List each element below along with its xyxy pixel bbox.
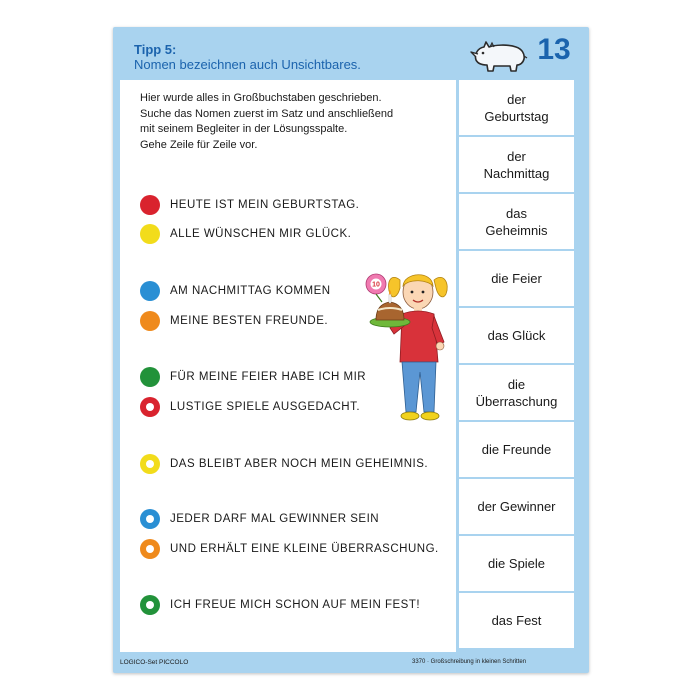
tip-text: Nomen bezeichnen auch Unsichtbares. <box>134 57 361 72</box>
answer-cell <box>459 194 574 249</box>
answer-line: die Feier <box>491 271 542 286</box>
tip-label: Tipp 5: <box>134 42 177 57</box>
sentence-row <box>140 453 428 475</box>
answer-cell <box>459 80 574 135</box>
answer-cell <box>459 479 574 534</box>
answer-line: Geheimnis <box>485 222 548 238</box>
answer-line: Überraschung <box>475 393 558 409</box>
sentence-row <box>140 280 331 302</box>
sentence-row <box>140 194 359 216</box>
answer-cell <box>459 308 574 363</box>
sentence-text: AM NACHMITTAG KOMMEN <box>170 285 331 297</box>
answer-cell <box>459 365 574 420</box>
sentence-text: LUSTIGE SPIELE AUSGEDACHT. <box>170 401 361 413</box>
sentence-row <box>140 366 366 388</box>
instruction-line: Hier wurde alles in Großbuchstaben geschrieben. <box>140 92 382 104</box>
answer-cell <box>459 536 574 591</box>
color-ring-icon <box>140 397 160 417</box>
color-dot-icon <box>140 195 160 215</box>
sentence-row <box>140 396 360 418</box>
color-ring-icon <box>140 595 160 615</box>
answer-cell <box>459 137 574 192</box>
answer-line: die Spiele <box>487 556 546 571</box>
answer-line: die Freunde <box>481 442 552 457</box>
sentence-row <box>140 508 379 530</box>
answer-line: die <box>507 376 526 392</box>
sentence-text: HEUTE IST MEIN GEBURTSTAG. <box>170 199 360 211</box>
instruction-line: Gehe Zeile für Zeile vor. <box>140 138 258 151</box>
answer-line: der <box>507 91 526 107</box>
instructions <box>140 91 440 153</box>
answer-line: das Fest <box>491 613 542 628</box>
sentence-text: DAS BLEIBT ABER NOCH MEIN GEHEIMNIS. <box>170 458 429 470</box>
sentence-text: ICH FREUE MICH SCHON AUF MEIN FEST! <box>170 599 421 611</box>
sentence-row <box>140 594 420 616</box>
color-dot-icon <box>140 367 160 387</box>
sentence-row <box>140 310 328 332</box>
sentence-text: FÜR MEINE FEIER HABE ICH MIR <box>170 371 367 383</box>
color-dot-icon <box>140 224 160 244</box>
color-dot-icon <box>140 311 160 331</box>
answer-cell <box>459 251 574 306</box>
cake-label: 10 <box>372 281 380 289</box>
answer-line: Geburtstag <box>484 108 549 124</box>
girl-with-cake-illustration <box>360 262 456 430</box>
color-ring-icon <box>140 539 160 559</box>
sentence-text: MEINE BESTEN FREUNDE. <box>170 315 329 327</box>
footer-product-info: 3370 · Großschreibung in kleinen Schritten <box>412 659 527 665</box>
sentence-text: JEDER DARF MAL GEWINNER SEIN <box>170 513 380 525</box>
answer-line: der <box>507 148 526 164</box>
instruction-line: Suche das Nomen zuerst im Satz und anschließend <box>140 107 394 120</box>
color-ring-icon <box>140 454 160 474</box>
color-ring-icon <box>140 509 160 529</box>
rhino-icon <box>470 38 528 74</box>
answer-line: Nachmittag <box>483 165 550 181</box>
sentence-row <box>140 223 351 245</box>
answer-line: der Gewinner <box>477 499 556 514</box>
footer-set-name: LOGICO-Set PICCOLO <box>120 659 189 666</box>
sentence-text: ALLE WÜNSCHEN MIR GLÜCK. <box>170 228 352 240</box>
sentence-text: UND ERHÄLT EINE KLEINE ÜBERRASCHUNG. <box>170 543 439 555</box>
instruction-line: mit seinem Begleiter in der Lösungsspalte. <box>140 123 348 135</box>
answer-line: das <box>506 205 527 221</box>
answer-cell <box>459 593 574 648</box>
color-dot-icon <box>140 281 160 301</box>
sentence-row <box>140 538 439 560</box>
answer-cell <box>459 422 574 477</box>
answer-line: das Glück <box>487 328 546 343</box>
card-number: 13 <box>537 33 571 66</box>
